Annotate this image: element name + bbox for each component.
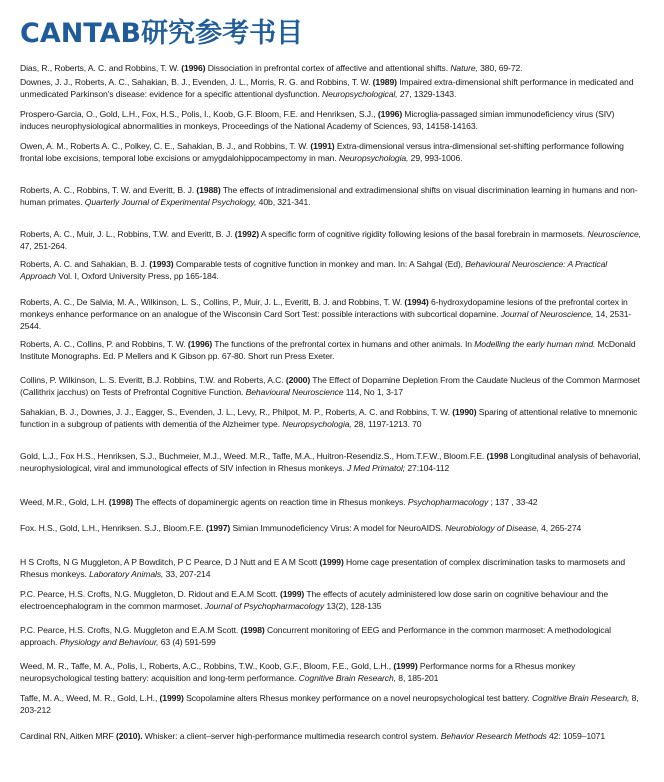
reference-journal-name: Neurobiology of Disease, (445, 523, 539, 533)
reference-authors: Roberts, A. C., Muir, J. L., Robbins, T.W. and Everitt, B. J. (20, 229, 235, 239)
reference-entry (20, 450, 642, 474)
reference-article-title: Dissociation in prefrontal cortex of affective and attentional shifts. (205, 63, 451, 73)
reference-journal-name: Neuropsychologia, (338, 153, 409, 163)
reference-article-title: Sparing of attentional relative to mnemonic function in a subgroup of patients with dementia of the Alzheimer type. (20, 407, 638, 429)
reference-volume-pages: 42: 1059–1071 (546, 731, 606, 741)
reference-year: (1999) (319, 557, 344, 567)
reference-entry (20, 338, 642, 362)
reference-journal-name: Journal of Neuroscience, (500, 309, 594, 319)
reference-volume-pages: 29, 993-1006. (408, 153, 463, 163)
reference-journal-name: Psychopharmacology (407, 497, 489, 507)
reference-journal-name: Physiology and Behaviour, (59, 637, 159, 647)
reference-volume-pages: 8, 185-201 (395, 673, 439, 683)
reference-authors: Dias, R., Roberts, A. C. and Robbins, T. W. (20, 63, 182, 73)
reference-volume-pages: 4, 265-274 (538, 523, 582, 533)
reference-entry (20, 108, 642, 132)
reference-year: (1996) (181, 63, 206, 73)
reference-volume-pages: 114, No 1, 3-17 (343, 387, 403, 397)
reference-year: (1998) (240, 625, 265, 635)
reference-year: (1998 (486, 451, 508, 461)
reference-year: (1996) (377, 109, 403, 119)
reference-year: (1994) (404, 297, 429, 307)
reference-entry (20, 496, 642, 508)
reference-volume-pages: 380, 69-72. (477, 63, 523, 73)
reference-volume-pages: 14, 2531- 2544. (20, 309, 632, 331)
reference-year: (2000) (285, 375, 311, 385)
reference-volume-pages: 40b, 321-341. (256, 197, 311, 207)
reference-article-title: Scopolamine alters Rhesus monkey performance on a novel neuropsychological test battery. (183, 693, 532, 703)
reference-entry (20, 522, 642, 534)
reference-year: (1993) (149, 259, 174, 269)
reference-journal-name: Modelling the early human mind. (474, 339, 596, 349)
reference-entry (20, 730, 642, 742)
reference-entry (20, 692, 642, 716)
reference-journal-name: J Med Primatol; (346, 463, 406, 473)
reference-entry (20, 588, 642, 612)
reference-authors: Weed, M. R., Taffe, M. A., Polis, I., Roberts, A.C., Robbins, T.W., Koob, G.F., Bloom, F.E., Gold, L.H., (20, 661, 394, 671)
reference-entry (20, 406, 642, 430)
reference-authors: Roberts, A. C. and Sahakian, B. J. (20, 259, 150, 269)
reference-volume-pages: 27, 1329-1343. (397, 89, 457, 99)
reference-entry (20, 296, 642, 332)
reference-journal-name: Nature, (450, 63, 478, 73)
reference-year: (1997) (205, 523, 231, 533)
reference-year: (1999) (159, 693, 184, 703)
reference-article-title: A specific form of cognitive rigidity following lesions of the basal forebrain in marmosets. (259, 229, 588, 239)
reference-volume-pages: 13(2), 128-135 (324, 601, 382, 611)
reference-authors: Downes, J. J., Roberts, A. C., Sahakian, B. J., Evenden, J. L., Morris, R. G. and Robbins, T. W. (20, 77, 373, 87)
reference-journal-name: Cognitive Brain Research, (298, 673, 396, 683)
reference-volume-pages: ; 137 , 33-42 (488, 497, 538, 507)
reference-entry (20, 556, 642, 580)
reference-authors: Cardinal RN, Aitken MRF (20, 731, 116, 741)
reference-volume-pages: 63 (4) 591-599 (158, 637, 216, 647)
reference-journal-name: Cognitive Brain Research, (531, 693, 630, 703)
reference-article-title: The effects of intradimensional and extradimensional shifts on visual discrimination learning in humans and non-human primates. (20, 185, 638, 207)
reference-year: (1998) (108, 497, 134, 507)
reference-year: (1991) (310, 141, 335, 151)
reference-article-title: The Effect of Dopamine Depletion From the Caudate Nucleus of the Common Marmoset (Callithrix jacchus) on Tests of Prefrontal Cognitive Function. (20, 375, 640, 397)
reference-volume-pages: 27:104-112 (405, 463, 450, 473)
reference-journal-name: Neuropsychologia, (282, 419, 352, 429)
reference-volume-pages: 28, 1197-1213. 70 (351, 419, 422, 429)
reference-journal-name: Behavior Research Methods (440, 731, 547, 741)
reference-volume-pages: Vol. I, Oxford University Press, pp 165-184. (56, 271, 219, 281)
reference-article-title: The functions of the prefrontal cortex in humans and other animals. In (212, 339, 475, 349)
reference-journal-name: Neuroscience, (587, 229, 641, 239)
reference-entry (20, 258, 642, 282)
reference-entry (20, 76, 642, 100)
reference-article-title: Impaired extra-dimensional shift performance in medicated and unmedicated Parkinson's disease: evidence for a specific attentional dysfunction. (20, 77, 634, 99)
reference-authors: Fox. H.S., Gold, L.H., Henriksen. S.J., Bloom.F.E. (20, 523, 206, 533)
reference-article-title: The effects of acutely administered low dose sarin on cognitive behaviour and the electroencephalogram in the common marmoset. (20, 589, 609, 611)
reference-authors: Sahakian, B. J., Downes, J. J., Eagger, S., Evenden, J. L., Levy, R., Philpot, M. P., Roberts, A. C. and Robbins, T. W. (20, 407, 453, 417)
reference-article-title: 6-hydroxydopamine lesions of the prefrontal cortex in monkeys enhance performance on an analogue of the Wisconsin Card Sort Test: possible interactions with subcortical dopamine. (20, 297, 628, 319)
reference-entry (20, 140, 642, 164)
reference-year: (1988) (196, 185, 221, 195)
reference-article-title: Comparable tests of cognitive function in monkey and man. In: A Sahgal (Ed), (173, 259, 466, 269)
reference-volume-pages: 8, 203-212 (20, 693, 639, 715)
reference-journal-name: Journal of Psychopharmacology (204, 601, 325, 611)
reference-entry (20, 624, 642, 648)
reference-journal-name: Laboratory Animals, (89, 569, 164, 579)
reference-article-title: Whisker: a client–server high-performance multimedia research control system. (142, 731, 441, 741)
reference-year: (1999) (393, 661, 418, 671)
reference-authors: P.C. Pearce, H.S. Crofts, N.G. Muggleton, D. Ridout and E.A.M Scott. (20, 589, 280, 599)
reference-authors: Taffe, M. A., Weed, M. R., Gold, L.H., (20, 693, 160, 703)
reference-authors: P.C. Pearce, H.S. Crofts, N.G. Muggleton and E.A.M Scott. (20, 625, 241, 635)
reference-article-title: Simian Immunodeficiency Virus: A model for NeuroAIDS. (230, 523, 446, 533)
reference-entry (20, 660, 642, 684)
reference-journal-name: Behavioural Neuroscience (245, 387, 344, 397)
reference-volume-pages: 33, 207-214 (163, 569, 211, 579)
reference-year: (1992) (234, 229, 260, 239)
reference-authors: Weed, M.R., Gold, L.H. (20, 497, 109, 507)
reference-year: (1989) (372, 77, 397, 87)
reference-year: (1990) (452, 407, 477, 417)
reference-entry (20, 184, 642, 208)
reference-article-title: Longitudinal analysis of behavorial, neurophysiological, viral and immunological effects of SIV infection in Rhesus monkeys. (20, 451, 641, 473)
reference-article-title: Performance norms for a Rhesus monkey neuropsychological testing battery: acquisition and long-term performance. (20, 661, 576, 683)
reference-volume-pages: McDonald Institute Monographs. Ed. P Mellers and K Gibson pp. 67-80. Short run Press Exeter. (20, 339, 636, 361)
reference-authors: Gold, L.J., Fox H.S., Henriksen, S.J., Buchmeier, M.J., Weed. M.R., Taffe, M.A., Huitron-Resendiz.S., Hom.T.F.W., Bloom.F.E. (20, 451, 487, 461)
reference-year: (1999) (279, 589, 305, 599)
reference-authors: H S Crofts, N G Muggleton, A P Bowditch, P C Pearce, D J Nutt and E A M Scott (20, 557, 320, 567)
reference-authors: Roberts, A. C., De Salvia, M. A., Wilkinson, L. S., Collins, P., Muir, J. L., Everitt, B. J. and Robbins, T. W. (20, 297, 405, 307)
reference-year: (2010). (115, 731, 143, 741)
reference-entry (20, 62, 642, 74)
reference-article-title: Home cage presentation of complex discrimination tasks to marmosets and Rhesus monkeys. (20, 557, 626, 579)
reference-article-title: Extra-dimensional versus intra-dimensional set-shifting performance following frontal lobe excisions, temporal lobe excisions or amygdalohippocampectomy in man. (20, 141, 624, 163)
page-title: CANTAB研究参考书目 (20, 18, 304, 49)
reference-authors: Roberts, A. C., Robbins, T. W. and Everitt, B. J. (20, 185, 197, 195)
reference-article-title: The effects of dopaminergic agents on reaction time in Rhesus monkeys. (133, 497, 408, 507)
reference-authors: Owen, A. M., Roberts A. C., Polkey, C. E., Sahakian, B. J., and Robbins, T. W. (20, 141, 311, 151)
reference-journal-name: Neuropsychological, (322, 89, 398, 99)
reference-authors: Prospero-Garcia, O., Gold, L.H., Fox, H.S., Polis, I., Koob, G.F. Bloom, F.E. and Henriksen, S.J., (20, 109, 378, 119)
reference-article-title: Microglia-passaged simian immunodeficiency virus (SIV) induces neurophysiological abnormalities in monkeys, Proceedings of the National Academy of Sciences, 93, 14158-14163. (20, 109, 615, 131)
reference-journal-name: Behavioural Neuroscience: A Practical Approach (20, 259, 608, 281)
reference-article-title: Concurrent monitoring of EEG and Performance in the common marmoset: A methodological approach. (20, 625, 611, 647)
reference-journal-name: Quarterly Journal of Experimental Psychology, (84, 197, 257, 207)
reference-volume-pages: 47, 251-264. (20, 241, 68, 251)
reference-year: (1996) (187, 339, 213, 349)
reference-authors: Collins, P. Wilkinson, L. S. Everitt, B.J. Robbins, T.W. and Roberts, A.C. (20, 375, 286, 385)
reference-entry (20, 374, 642, 398)
reference-entry (20, 228, 642, 252)
reference-authors: Roberts, A. C., Collins, P. and Robbins, T. W. (20, 339, 188, 349)
